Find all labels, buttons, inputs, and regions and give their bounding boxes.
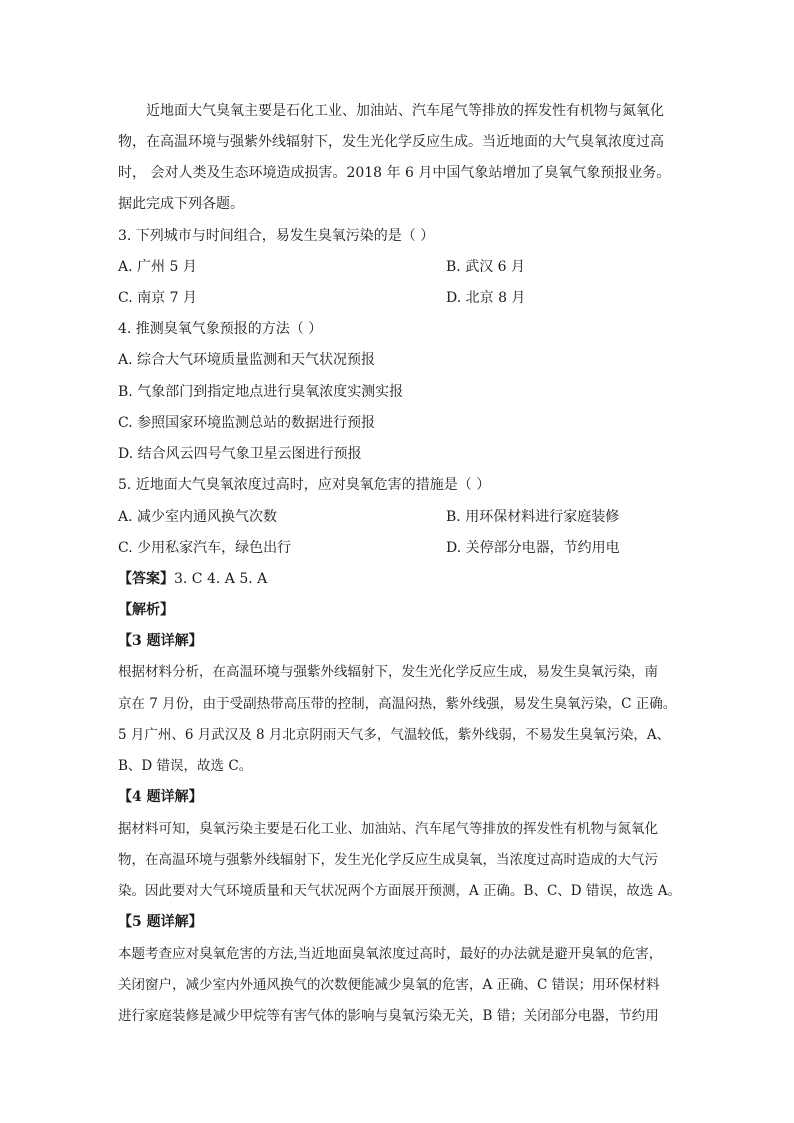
question-3-option-a: A. 广州 5 月 xyxy=(118,259,197,275)
question-4-option-b: B. 气象部门到指定地点进行臭氧浓度实测实报 xyxy=(118,384,404,400)
q3-detail-line-4: B、D 错误，故选 C。 xyxy=(118,758,253,774)
analysis-label: 【解析】 xyxy=(118,602,174,618)
question-5-option-c: C. 少用私家汽车，绿色出行 xyxy=(118,540,292,556)
question-3-stem: 3. 下列城市与时间组合，易发生臭氧污染的是（ ） xyxy=(118,228,435,244)
q4-detail-line-2: 物，在高温环境与强紫外线辐射下，发生光化学反应生成臭氧，当浓度过高时造成的大气污 xyxy=(118,852,658,868)
q5-detail-line-1: 本题考查应对臭氧危害的方法,当近地面臭氧浓度过高时，最好的办法就是避开臭氧的危害， xyxy=(118,946,663,962)
q5-detail-line-2: 关闭窗户，减少室内外通风换气的次数便能减少臭氧的危害，A 正确、C 错误；用环保材料 xyxy=(118,977,660,993)
question-4-option-d: D. 结合风云四号气象卫星云图进行预报 xyxy=(118,446,362,462)
q4-detail-line-3: 染。因此要对大气环境质量和天气状况两个方面展开预测，A 正确。B、C、D 错误，故选 A。 xyxy=(118,883,681,899)
q3-detail-line-1: 根据材料分析，在高温环境与强紫外线辐射下，发生光化学反应生成，易发生臭氧污染，南 xyxy=(118,664,658,680)
q4-detail-line-1: 据材料可知，臭氧污染主要是石化工业、加油站、汽车尾气等排放的挥发性有机物与氮氧化 xyxy=(118,821,658,837)
q4-detail-label: 【4 题详解】 xyxy=(118,789,203,805)
material-line-4: 据此完成下列各题。 xyxy=(118,196,244,212)
q5-detail-line-3: 进行家庭装修是减少甲烷等有害气体的影响与臭氧污染无关，B 错；关闭部分电器，节约用 xyxy=(118,1008,659,1024)
material-line-2: 物，在高温环境与强紫外线辐射下，发生光化学反应生成。当近地面的大气臭氧浓度过高 xyxy=(118,134,664,150)
question-5-option-d: D. 关停部分电器，节约用电 xyxy=(446,540,620,556)
q3-detail-label: 【3 题详解】 xyxy=(118,633,203,649)
answer-label: 【答案】 xyxy=(118,571,174,587)
q3-detail-line-3: 5 月广州、6 月武汉及 8 月北京阴雨天气多，气温较低，紫外线弱，不易发生臭氧污染，A、 xyxy=(118,727,671,743)
answer-text: 3. C 4. A 5. A xyxy=(174,571,268,587)
q3-detail-line-2: 京在 7 月份，由于受副热带高压带的控制，高温闷热，紫外线强，易发生臭氧污染，C 正确。 xyxy=(118,696,677,712)
question-4-option-c: C. 参照国家环境监测总站的数据进行预报 xyxy=(118,415,376,431)
q5-detail-label: 【5 题详解】 xyxy=(118,914,203,930)
question-4-stem: 4. 推测臭氧气象预报的方法（ ） xyxy=(118,321,323,337)
question-5-option-a: A. 减少室内通风换气次数 xyxy=(118,509,278,525)
question-4-option-a: A. 综合大气环境质量监测和天气状况预报 xyxy=(118,352,376,368)
question-5-stem: 5. 近地面大气臭氧浓度过高时，应对臭氧危害的措施是（ ） xyxy=(118,477,491,493)
material-line-3: 时， 会对人类及生态环境造成损害。2018 年 6 月中国气象站增加了臭氧气象预报业务。 xyxy=(118,165,671,181)
question-3-option-c: C. 南京 7 月 xyxy=(118,290,197,306)
question-3-option-d: D. 北京 8 月 xyxy=(446,290,526,306)
question-3-option-b: B. 武汉 6 月 xyxy=(446,259,525,275)
question-5-option-b: B. 用环保材料进行家庭装修 xyxy=(446,509,620,525)
answer-line xyxy=(118,568,267,590)
material-line-1: 近地面大气臭氧主要是石化工业、加油站、汽车尾气等排放的挥发性有机物与氮氧化 xyxy=(146,103,664,119)
